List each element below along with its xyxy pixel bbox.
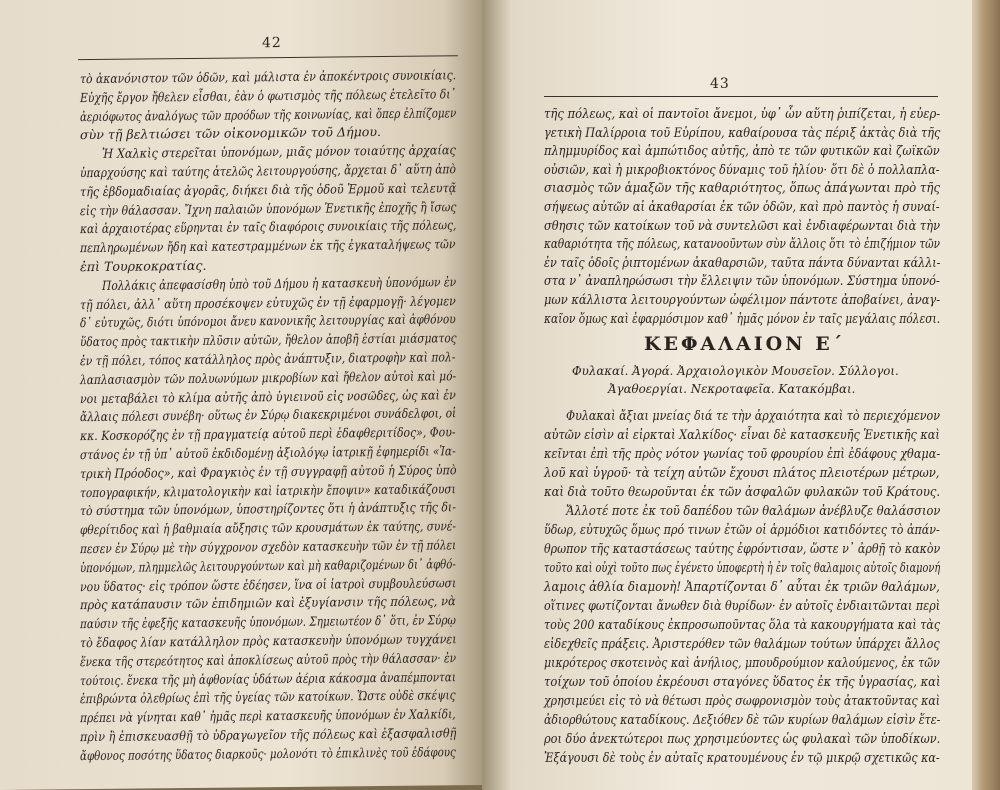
text-line: τοίχων τοῦ ὁποίου ἐκρέουσι σταγόνες ὕδατος ἐκ τῆς ὑγρασίας, καὶ (544, 674, 941, 689)
text-line: θρωπον τῆς καταστάσεως ταύτης ἐφρόντισαν, ὥστε ν᾿ ἀρθῇ τὸ κακὸν (544, 541, 941, 556)
text-line: αὐτῶν εἰσὶν αἱ εἰρκταὶ Χαλκίδος· εἶναι δὲ κατασκευῆς Ἑνετικῆς καὶ (544, 427, 940, 442)
text-line: κκ. Κοσκορόζης ἐν τῇ πραγματείᾳ αὐτοῦ περὶ ἐδαφθεριτίδος», Φου- (80, 424, 456, 444)
text-line: καὶ ἀρχαιοτέρας εὕρηνται ἐν ταῖς διαφόροις συνοικίαις τῆς πόλεως, (80, 217, 457, 237)
right-header-rule (544, 96, 938, 97)
text-line: νοι μεταβάλει τὸ κλίμα αὐτῆς ἀπὸ ὑγιεινοῦ εἰς νοσῶδες, ὡς καὶ ἐν (80, 386, 456, 406)
chapter-subtitle-line-1: Φυλακαί. Ἀγορά. Ἀρχαιολογικὸν Μουσεῖον. Σύλλογοι. (572, 364, 899, 378)
text-line: λοῦ καὶ ὑγροῦ· τὰ τείχη αὐτῶν ἔχουσι πλάτος πλειοτέρων μέτρων, (544, 465, 940, 480)
text-line: τούτοις. ἕνεκα τῆς μὴ ἀφθονίας ὑδάτων ἀέρια κάκοσμα ἀναπέμπονται (80, 668, 456, 688)
text-line: οὐσιῶν, καὶ ἡ μικροβιοκτόνος δύναμις τοῦ ἡλίου· ὅτι δὲ ὁ πολλαπλα- (544, 161, 940, 177)
right-page (482, 0, 972, 790)
text-line: ἀδιορθώτους καταδίκους. Δεξιόθεν δὲ τῶν κυρίων θαλάμων εἰσὶν ἕτε- (544, 712, 941, 727)
text-line: ἐπιβρώντα ὀλεθρίως ἐπὶ τῆς ὑγείας τῶν κατοίκων. Ὥστε οὐδὲ σκέψις (80, 687, 456, 707)
text-line: ἄλλαις πόλεσι συνέβη· οὕτως ἐν Σύρῳ διακεκριμένοι συνάδελφοι, οἱ (80, 405, 457, 425)
text-line: σὺν τῇ βελτιώσει τῶν οἰκονομικῶν τοῦ Δήμου. (80, 124, 381, 143)
chapter-title: ΚΕΦΑΛΑΙΟΝ Ε΄ (644, 333, 846, 355)
text-line: ἐν ταῖς ὁδοῖς ῥιπτομένων ἀκαθαρσιῶν, ταῦτα πάντα δύνανται κάλλι- (544, 254, 941, 270)
left-page-number: 42 (262, 35, 282, 52)
text-line: ἄφθονος ποσότης ὕδατος διαρκοῦς· μολονότι τὸ ἐπικλινὲς τοῦ ἐδάφους (80, 744, 456, 763)
text-line: τῇ πόλει, ἀλλ᾿ αὕτη προσέκοψεν εὐτυχῶς ἐν τῇ ἐφαρμογῇ· λέγομεν (80, 292, 456, 312)
text-line: τοὺς 200 καταδίκους ἐκπροσωποῦντας ὅλα τὰ κακουργήματα καὶ τὰς (544, 617, 941, 632)
text-line: οἵτινες φωτίζονται ἄνωθεν διὰ θυρίδων· ἐν αὐτοῖς ἐνδιαιτῶνται περὶ (544, 598, 941, 613)
text-line: καὶ διὰ τοῦτο θεωροῦνται ἐκ τῶν ἀσφαλῶν φυλακῶν τοῦ Κράτους. (544, 484, 941, 499)
text-line: παύσιν τῆς ἐφεξῆς κατασκευῆς ὑπονόμων. Σημειωτέον δ᾿ ὅτι, ἐν Σύρῳ (80, 612, 456, 632)
text-line: τοῦτο καὶ οὐχὶ τοῦτο πως ἐγένετο ὑποφερτὴ ἡ ἐν τοῖς θαλαμοις αὐτοῖς διαμονή (544, 560, 941, 575)
text-line: Ἡ Χαλκὶς στερεῖται ὑπονόμων, μιᾶς μόνον τοιαύτης ἀρχαίας (102, 142, 456, 162)
text-line: τοπογραφικήν, κλιματολογικὴν καὶ ἰατρικὴν ἔποψιν» καταδικάζουσι (80, 480, 456, 500)
text-line: πρέπει νὰ γίνηται καθ᾿ ἡμᾶς περὶ κατασκευῆς ὑπονόμων ἐν Χαλκίδι, (80, 706, 456, 726)
text-line: χρησιμεύει εἰς τὸ νὰ θέτωσι πρὸς σωφρονισμὸν τοὺς ἀτακτοῦντας καὶ (544, 693, 941, 708)
text-line: Εὐχῆς ἔργον ἤθελεν εἶσθαι, ἐὰν ὁ φωτισμὸς τῆς πόλεως ἐτελεῖτο δι᾿ (80, 86, 456, 105)
text-line: τῆς πόλεως, καὶ οἱ παντοῖοι ἄνεμοι, ὑφ᾿ ὧν αὕτη ῥιπίζεται, ἡ εὐερ- (544, 106, 941, 121)
text-line: λαμοις ἀθλία διαμονὴ! Ἀπαρτίζονται δ᾿ αὗται ἐκ τριῶν θαλάμων, (544, 579, 940, 594)
text-line: ἀεριόφωτος ἀναλόγως τῶν προόδων τῆς κοινωνίας, καὶ ὅπερ ἐλπίζομεν (80, 104, 457, 124)
text-line: Φυλακαὶ ἄξιαι μνείας διά τε τὴν ἀρχαιότητα καὶ τὸ περιεχόμενον (566, 408, 940, 423)
text-line: μων κάλλιστα λειτουργούντων ὠφέλιμον πάντοτε ἀποβαίνει, ἀναγ- (544, 292, 941, 307)
text-line: στάνος ἐν τῇ ὑπ᾿ αὐτοῦ ἐκδιδομένῃ ἀξιολόγῳ ἰατρικῇ ἐφημερίδι «Ἰα- (80, 443, 456, 463)
text-line: εἰς τὴν θάλασσαν. Ἴχνη παλαιῶν ὑπονόμων Ἑνετικῆς ἐποχῆς ἢ ἴσως (80, 198, 457, 218)
text-line: φθερίτιδος καὶ ἡ βαθμιαία αὔξησις τῶν κρουσμάτων ἐκ ταύτης, συνέ- (80, 518, 456, 538)
text-line: κεῖνται ἐπὶ τῆς πρὸς νότον γωνίας τοῦ φρουρίου ἐπὶ ἐδάφους χθαμα- (544, 446, 941, 461)
text-line: γετικὴ Παλίρροια τοῦ Εὐρίπου, καθαίρουσα τὰς πέριξ ἀκτὰς διὰ τῆς (544, 124, 941, 140)
text-line: πρὸς κατάπαυσιν τῶν ἐπιδημιῶν καὶ ἐξυγίανσιν τῆς πόλεως, νὰ (80, 593, 456, 613)
left-header-rule (78, 55, 458, 60)
text-line: πρὶν ἢ ἐπισκευασθῇ τὸ ὑδραγωγεῖον τῆς πόλεως καὶ ἐξασφαλισθῇ (80, 725, 457, 745)
text-line: νου ὕδατος· εἰς τρόπον ὥστε ἐδέησεν, ἵνα οἱ ἰατροὶ συμβουλεύσωσι (80, 574, 457, 594)
text-line: σήψεως αὐτῶν αἱ ἀκαθαρσίαι ἐκ τῶν ὁδῶν, καὶ πρὸ παντὸς ἡ συναί- (544, 199, 940, 214)
text-line: λαπλασιασμὸν τῶν πολυωνύμων μικροβίων καὶ ἤθελον αὐτοὶ καὶ μό- (80, 368, 457, 387)
text-line: δ᾿ εὐτυχῶς, διότι ὑπόνομοι ἄνευ κανονικῆς λειτουργίας καὶ ἀφθόνου (80, 311, 456, 331)
text-line: σιασμὸς τῶν ἁμαξῶν τῆς καθαριότητος, ὅπως ἀπάγωνται πρὸ τῆς (544, 180, 941, 196)
text-line: μικρότερος σκοτεινὸς καὶ ἀνήλιος, μπουδρούμιον καλούμενος, ἐκ τῶν (544, 655, 940, 670)
text-line: ὑπονόμων, πλημμελῶς λειτουργούντων καὶ μὴ καθαριζομένων δι᾿ ἀφθό- (80, 556, 456, 575)
text-line: ὕδατος πρὸς τακτικὴν πλῦσιν αὐτῶν, ἤθελον ἀποβῆ ἑστίαι μιάσματος (80, 330, 457, 350)
text-line: Πολλάκις ἀπεφασίσθη ὑπὸ τοῦ Δήμου ἡ κατασκευὴ ὑπονόμων ἐν (102, 274, 457, 293)
book-page-edge (972, 0, 1000, 790)
text-line: σθησις τῶν κατοίκων τοῦ νὰ συντελῶσι καὶ ἐνδιαφέρωνται διὰ τὴν (544, 217, 941, 233)
right-page-number: 43 (710, 76, 730, 92)
text-line: καῖον ὅμως καὶ ἐφαρμόσιμον καθ᾿ ἡμᾶς μόνον ἐν ταῖς μεγάλαις πόλεσι. (544, 310, 941, 326)
text-line: Ἐξάγουσι δὲ τοὺς ἐν αὐταῖς κρατουμένους ἐν τῷ μικρῷ σχετικῶς κα- (544, 750, 940, 765)
text-line: τὸ σύστημα τῶν ὑπονόμων, ὑποστηρίζοντες ὅτι ἡ ἀνάπτυξις τῆς δι- (80, 499, 456, 519)
text-line: πεπληρωμένων ἤδη καὶ κατεστραμμένων ἐκ τῆς ἐγκαταλήψεως τῶν (80, 236, 456, 256)
text-line: ροι δύο ἀνεκτώτεροι πως χρησιμεύοντες ὡς φυλακαὶ τῶν ὑποδίκων. (544, 731, 941, 746)
chapter-subtitle-line-2: Ἀγαθοεργίαι. Νεκροταφεῖα. Κατακόμβαι. (608, 382, 856, 396)
text-line: πεσεν ἐν Σύρῳ μὲ τὴν σύγχρονον σχεδὸν κατασκευὴν τῶν ἐν τῇ πόλει (80, 537, 457, 557)
text-line: τρικὴ Πρόοδος», καὶ Φραγκιὸς ἐν τῇ συγγραφῇ αὐτοῦ ἡ Σύρος ὑπὸ (80, 462, 457, 481)
text-line: τὸ ἀκανόνιστον τῶν ὁδῶν, καὶ μάλιστα ἐν ἀποκέντροις συνοικίαις. (80, 67, 457, 87)
left-page (0, 0, 482, 790)
text-line: πλημμυρίδος καὶ ἀμπώτιδος αὐτῆς, ἀπὸ τε τῶν φυτικῶν καὶ ζωϊκῶν (544, 143, 940, 159)
text-line: ἐπὶ Τουρκοκρατίας. (80, 257, 207, 275)
text-line: Ἄλλοτέ ποτε ἐκ τοῦ δαπέδου τῶν θαλάμων ἀνέβλυζε θαλάσσιον (566, 503, 941, 518)
text-line: στα ν᾿ ἀναπληρώσωσι τὴν ἔλλειψιν τῶν ὑπονόμων. Σύστημα ὑπονό- (544, 273, 940, 289)
text-line: καθαριότητα τῆς πόλεως, κατανοοῦντων σὺν ἄλλοις ὅτι τὸ ἐπιζήμιον τῶν (544, 236, 941, 252)
text-line: τῆς ἑβδομαδιαίας ἀγορᾶς, διήκει διὰ τῆς ὁδοῦ Ἑρμοῦ καὶ τελευτᾷ (80, 180, 457, 199)
text-line: ἐν τῇ πόλει, τόπος κατάλληλος πρὸς ἀνάπτυξιν, διατροφὴν καὶ πολ- (80, 349, 456, 369)
text-line: ὑπαρχούσης καὶ ταύτης ἀτελῶς λειτουργούσης, ἄρχεται δ᾿ αὕτη ἀπὸ (80, 161, 456, 181)
text-line: εἰδεχθεῖς πράξεις. Ἀριστερόθεν τῶν θαλάμων τούτων ὑπάρχει ἄλλος (544, 636, 940, 651)
text-line: ἕνεκα τῆς στερεότητος καὶ ἀποκλίσεως αὐτοῦ πρὸς τὴν θάλασσαν· ἐν (80, 650, 456, 669)
text-line: τὸ ἔδαφος λίαν κατάλληλον πρὸς κατασκευὴν ὑπονόμων τυγχάνει (80, 631, 457, 651)
text-line: ὕδωρ, εὐτυχῶς ὅμως πρό τινων ἐτῶν οἱ ἁρμόδιοι κατιδόντες τὸ ἀπάν- (544, 522, 940, 537)
